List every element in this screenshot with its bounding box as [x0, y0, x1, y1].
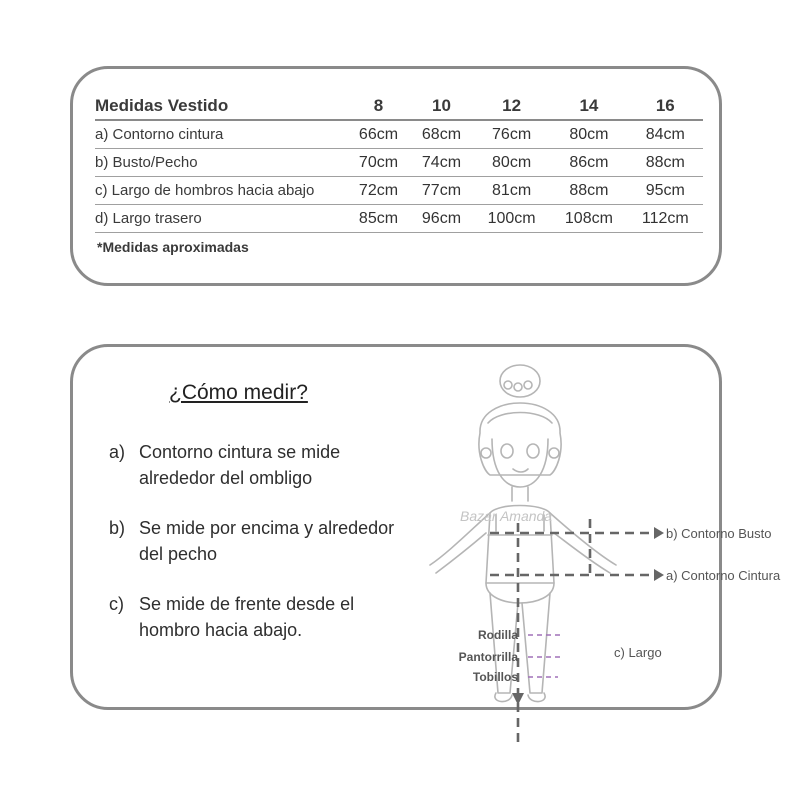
header-size: 12	[473, 93, 550, 120]
arrow-down-icon	[512, 693, 524, 705]
header-size: 16	[628, 93, 703, 120]
table-row	[95, 120, 703, 149]
arrow-right-icon	[654, 569, 664, 581]
label-pantorrilla: Pantorrilla	[458, 650, 518, 664]
size-table-card	[70, 66, 722, 286]
table-cell: 80cm	[550, 120, 627, 149]
table-cell: 81cm	[473, 177, 550, 205]
table-cell: 86cm	[550, 149, 627, 177]
table-cell: 108cm	[550, 205, 627, 233]
how-to-measure-card	[70, 344, 781, 710]
table-cell: 85cm	[347, 205, 410, 233]
step-marker: a)	[109, 442, 126, 462]
table-cell: 72cm	[347, 177, 410, 205]
table-row	[95, 177, 703, 205]
table-cell: 66cm	[347, 120, 410, 149]
label-cintura: a) Contorno Cintura	[666, 568, 781, 583]
label-rodilla: Rodilla	[477, 628, 518, 642]
label-largo: c) Largo	[614, 645, 662, 660]
row-label: b) Busto/Pecho	[95, 149, 347, 177]
watermark: Bazar Amanda	[460, 508, 553, 524]
table-cell: 74cm	[410, 149, 473, 177]
list-item	[109, 591, 409, 643]
step-text: Se mide por encima y alrededor del pecho	[139, 518, 395, 564]
label-busto: b) Contorno Busto	[666, 526, 772, 541]
step-marker: c)	[109, 594, 124, 614]
arrow-right-icon	[654, 527, 664, 539]
step-marker: b)	[109, 518, 126, 538]
header-size: 8	[347, 93, 410, 120]
label-tobillos: Tobillos	[472, 670, 518, 684]
step-text: Se mide de frente desde el hombro hacia abajo.	[139, 594, 355, 640]
row-label: d) Largo trasero	[95, 205, 347, 233]
row-label: c) Largo de hombros hacia abajo	[95, 177, 347, 205]
table-row	[95, 149, 703, 177]
table-cell: 95cm	[628, 177, 703, 205]
table-cell: 96cm	[410, 205, 473, 233]
size-table	[95, 93, 703, 233]
row-label: a) Contorno cintura	[95, 120, 347, 149]
table-cell: 70cm	[347, 149, 410, 177]
list-item	[109, 439, 409, 491]
measurement-figure	[368, 353, 781, 713]
list-item	[109, 515, 409, 567]
approx-note: *Medidas aproximadas	[97, 239, 249, 255]
steps-list	[109, 439, 409, 667]
size-table-header	[95, 93, 703, 120]
table-cell: 88cm	[628, 149, 703, 177]
header-size: 14	[550, 93, 627, 120]
table-cell: 77cm	[410, 177, 473, 205]
table-cell: 84cm	[628, 120, 703, 149]
header-size: 10	[410, 93, 473, 120]
table-cell: 88cm	[550, 177, 627, 205]
step-text: Contorno cintura se mide alrededor del ombligo	[139, 442, 341, 488]
table-cell: 100cm	[473, 205, 550, 233]
table-cell: 112cm	[628, 205, 703, 233]
table-cell: 80cm	[473, 149, 550, 177]
table-cell: 76cm	[473, 120, 550, 149]
table-cell: 68cm	[410, 120, 473, 149]
guide-arrows	[654, 527, 664, 581]
table-row	[95, 205, 703, 233]
header-label: Medidas Vestido	[95, 93, 347, 120]
howto-title: ¿Cómo medir?	[169, 381, 308, 404]
figure-labels	[459, 526, 781, 684]
